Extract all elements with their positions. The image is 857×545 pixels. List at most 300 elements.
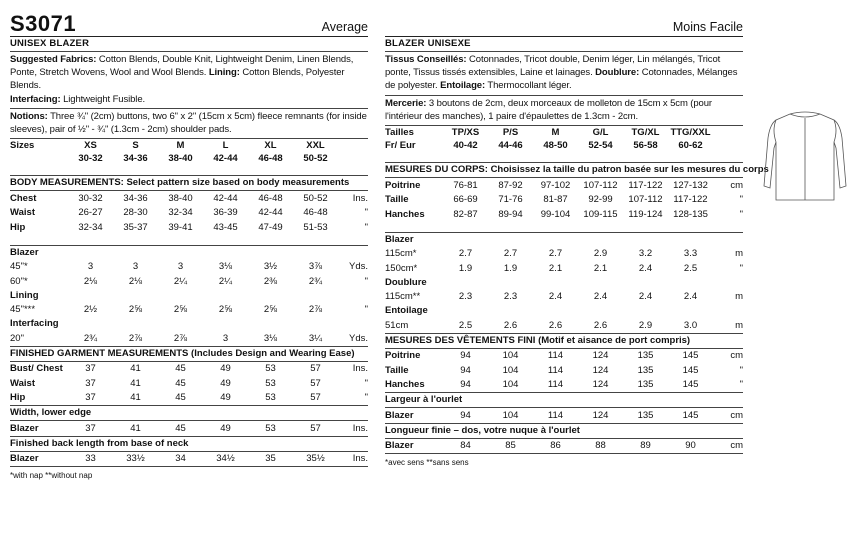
size-cell: TTG/XXL <box>670 127 711 139</box>
table-cell: 2¼ <box>218 275 233 287</box>
unit-cell: m <box>735 291 743 303</box>
table-cell: 2.5 <box>683 262 698 274</box>
table-cell: 89-94 <box>498 208 523 220</box>
sizes-label-eur: Fr/ Eur <box>385 140 416 152</box>
finished-title-en: FINISHED GARMENT MEASUREMENTS (Includes Design and Wearing Ease) <box>10 347 368 362</box>
row-label: Blazer <box>385 409 414 421</box>
row-label: 150cm* <box>385 262 418 274</box>
table-cell: 135 <box>637 350 654 362</box>
table-cell: 51-53 <box>303 221 328 233</box>
size-cell: S <box>132 140 139 152</box>
size-range-cell: 40-42 <box>453 140 478 152</box>
row-label: Hip <box>10 221 26 233</box>
interfacing-text: Lightweight Fusible. <box>63 93 146 105</box>
english-column <box>10 10 368 480</box>
size-cell: XXL <box>306 140 325 152</box>
notions-text: 3 boutons de 2cm, deux morceaux de molleton de 15cm x 5cm (pour l'intérieur des manches), 1 paire d'épaulettes de 1.3cm - 2cm. <box>385 97 712 122</box>
table-cell: 2.7 <box>503 248 518 260</box>
unit-cell: Yds. <box>348 332 368 344</box>
table-cell: 107-112 <box>583 179 618 191</box>
table-cell: 46-48 <box>258 192 283 204</box>
table-row <box>10 260 368 275</box>
unit-cell: " <box>364 304 368 316</box>
table-cell: 42-44 <box>213 192 238 204</box>
table-cell: 2.7 <box>548 248 563 260</box>
table-cell: 94 <box>460 364 471 376</box>
notions-text: Three ¾" (2cm) buttons, two 6" x 2" (15cm x 5cm) fleece remnants (for inside sleeves), pair of ½" - ¾" (1.3cm - 2cm) shoulder pads. <box>10 110 367 136</box>
table-row <box>10 191 368 206</box>
table-cell: 76-81 <box>453 179 478 191</box>
table-cell: 99-104 <box>540 208 571 220</box>
garment-title-en: UNISEX BLAZER <box>10 37 368 52</box>
row-label: Waist <box>10 207 35 219</box>
table-cell: 124 <box>592 364 609 376</box>
fabrics-fr <box>385 52 743 96</box>
table-cell: 89 <box>640 440 651 452</box>
table-cell: 33½ <box>126 453 145 465</box>
table-cell: 94 <box>460 409 471 421</box>
length-head-en: Finished back length from base of neck <box>10 437 368 452</box>
table-row <box>385 247 743 262</box>
table-cell: 45 <box>175 363 186 375</box>
table-cell: 53 <box>265 392 276 404</box>
table-cell: 3 <box>222 332 229 344</box>
table-cell: 2⅛ <box>128 275 143 287</box>
finished-rows-en <box>10 362 368 407</box>
table-cell: 49 <box>220 422 231 434</box>
body-measurements-title-en: BODY MEASUREMENTS: Select pattern size based on body measurements <box>10 175 368 191</box>
unit-cell: cm <box>730 409 743 421</box>
table-cell: 49 <box>220 363 231 375</box>
table-cell: 85 <box>505 440 516 452</box>
table-row <box>385 378 743 393</box>
header-en <box>10 10 368 37</box>
table-row <box>10 391 368 406</box>
fabrics-en <box>10 52 368 109</box>
table-row <box>10 303 368 318</box>
table-cell: 2⅝ <box>173 304 188 316</box>
table-cell: 37 <box>85 377 96 389</box>
fabrics-label: Suggested Fabrics: <box>10 54 97 65</box>
interfacing-text: Thermocollant léger. <box>487 80 572 92</box>
size-cell: G/L <box>592 127 609 139</box>
body-rows-fr <box>385 178 743 222</box>
table-cell: 3.0 <box>683 319 698 331</box>
table-row <box>10 376 368 391</box>
body-rows-en <box>10 191 368 235</box>
table-cell: 66-69 <box>453 194 478 206</box>
table-cell: 3 <box>177 261 184 273</box>
blazer-rows-fr <box>385 247 743 276</box>
table-cell: 49 <box>220 377 231 389</box>
finished-title-fr: MESURES DES VÊTEMENTS FINI (Motif et aisance de port compris) <box>385 334 743 349</box>
unit-cell: " <box>364 275 368 287</box>
table-cell: 50-52 <box>303 192 328 204</box>
table-cell: 57 <box>310 422 321 434</box>
table-cell: 41 <box>130 422 141 434</box>
table-cell: 2.1 <box>593 262 608 274</box>
table-cell: 2⅝ <box>263 304 278 316</box>
lining-rows-en <box>10 303 368 318</box>
size-cell: TP/XS <box>451 127 480 139</box>
blazer-sketch-icon <box>760 108 850 208</box>
table-cell: 37 <box>85 392 96 404</box>
size-cell: M <box>176 140 185 152</box>
notions-fr <box>385 96 743 126</box>
unit-cell: Yds. <box>348 261 368 273</box>
lining-yardage-head-fr: Doublure <box>385 276 427 288</box>
table-cell: 119-124 <box>628 208 663 220</box>
table-cell: 2.6 <box>503 319 518 331</box>
unit-cell: Ins. <box>352 192 368 204</box>
lining-text: Cotton Blends, Polyester Blends. <box>10 67 345 92</box>
row-label: Blazer <box>10 453 39 465</box>
table-cell: 2⅞ <box>128 332 143 344</box>
unit-cell: " <box>364 392 368 404</box>
table-cell: 2.3 <box>503 291 518 303</box>
table-row <box>10 274 368 289</box>
blazer-rows-en <box>10 260 368 289</box>
header-fr <box>385 10 743 37</box>
table-cell: 45 <box>175 392 186 404</box>
table-row <box>385 261 743 276</box>
finished-rows-fr <box>385 349 743 394</box>
length-rows-en <box>10 452 368 468</box>
row-label: Waist <box>10 377 35 389</box>
table-row <box>10 331 368 346</box>
table-cell: 53 <box>265 422 276 434</box>
row-label: Taille <box>385 364 409 376</box>
table-cell: 145 <box>682 379 699 391</box>
table-cell: 86 <box>550 440 561 452</box>
table-cell: 114 <box>547 409 564 421</box>
table-cell: 81-87 <box>543 194 568 206</box>
table-cell: 47-49 <box>258 221 283 233</box>
table-cell: 2.4 <box>593 291 608 303</box>
table-cell: 104 <box>502 350 519 362</box>
unit-cell: " <box>364 207 368 219</box>
row-label: Poitrine <box>385 179 421 191</box>
lining-yardage-head-en: Lining <box>10 289 39 301</box>
table-cell: 128-135 <box>673 208 708 220</box>
table-cell: 53 <box>265 363 276 375</box>
size-range-cell: 34-36 <box>123 153 148 165</box>
unit-cell: " <box>364 221 368 233</box>
table-cell: 35 <box>265 453 276 465</box>
lining-label: Doublure: <box>595 67 640 79</box>
table-cell: 2.9 <box>638 319 653 331</box>
row-label: 20" <box>10 332 24 344</box>
table-cell: 42-44 <box>258 207 283 219</box>
table-cell: 36-39 <box>213 207 238 219</box>
size-cell: XL <box>264 140 277 152</box>
size-cell: XS <box>84 140 97 152</box>
table-cell: 2¾ <box>308 275 323 287</box>
unit-cell: " <box>739 379 743 391</box>
blazer-yardage-head-fr: Blazer <box>385 232 743 247</box>
table-cell: 82-87 <box>453 208 478 220</box>
row-label: 115cm** <box>385 291 421 303</box>
table-cell: 32-34 <box>78 221 103 233</box>
table-cell: 2.3 <box>458 291 473 303</box>
table-row <box>385 363 743 378</box>
table-cell: 114 <box>547 350 564 362</box>
row-label: 45"* <box>10 261 28 273</box>
table-cell: 2⅝ <box>128 304 143 316</box>
row-label: 45"*** <box>10 304 36 316</box>
notions-label: Mercerie: <box>385 97 427 109</box>
table-cell: 2.7 <box>458 248 473 260</box>
width-rows-fr <box>385 408 743 424</box>
table-row <box>385 178 743 193</box>
table-cell: 3¼ <box>308 332 323 344</box>
table-cell: 37 <box>85 363 96 375</box>
table-cell: 43-45 <box>213 221 238 233</box>
unit-cell: " <box>739 364 743 376</box>
table-cell: 2.6 <box>548 319 563 331</box>
row-label: Hanches <box>385 208 425 220</box>
row-label: Hanches <box>385 379 425 391</box>
table-cell: 124 <box>592 350 609 362</box>
french-column <box>385 10 769 468</box>
table-cell: 2.4 <box>683 291 698 303</box>
table-row <box>385 349 743 364</box>
unit-cell: Ins. <box>352 453 368 465</box>
size-cell: L <box>222 140 229 152</box>
table-cell: 109-115 <box>583 208 618 220</box>
sizes-row-fr <box>385 126 743 139</box>
row-label: 115cm* <box>385 248 417 260</box>
table-cell: 135 <box>637 379 654 391</box>
table-cell: 114 <box>547 379 564 391</box>
interfacing-label: Entoilage: <box>440 80 486 92</box>
difficulty-fr: Moins Facile <box>672 20 743 34</box>
unit-cell: " <box>739 262 743 274</box>
table-cell: 104 <box>502 409 519 421</box>
width-head-en: Width, lower edge <box>10 406 368 421</box>
table-cell: 57 <box>310 377 321 389</box>
table-row <box>385 439 743 454</box>
lining-text: Cotonnades, Mélanges de polyester. <box>385 67 738 92</box>
interfacing-rows-en <box>10 331 368 347</box>
size-range-cell: 38-40 <box>168 153 193 165</box>
table-cell: 104 <box>502 379 519 391</box>
table-cell: 2.4 <box>638 291 653 303</box>
table-cell: 71-76 <box>498 194 523 206</box>
interfacing-rows-fr <box>385 318 743 334</box>
table-cell: 124 <box>592 379 609 391</box>
footnote-fr: *avec sens **sans sens <box>385 458 469 468</box>
table-cell: 49 <box>220 392 231 404</box>
row-label: Hip <box>10 392 26 404</box>
table-cell: 46-48 <box>303 207 328 219</box>
table-cell: 34½ <box>216 453 235 465</box>
width-rows-en <box>10 421 368 437</box>
table-cell: 87-92 <box>498 179 523 191</box>
table-cell: 39-41 <box>168 221 193 233</box>
table-cell: 30-32 <box>78 192 103 204</box>
row-label: Chest <box>10 192 37 204</box>
row-label: Taille <box>385 194 409 206</box>
sizes-label: Tailles <box>385 127 414 139</box>
table-cell: 2⅞ <box>308 304 323 316</box>
table-row <box>10 206 368 221</box>
fabrics-text: Cotton Blends, Double Knit, Lightweight Denim, Linen Blends, Ponte, Stretch Wovens, Wool and Wool Blends. <box>10 54 354 79</box>
table-cell: 35-37 <box>123 221 148 233</box>
length-head-fr: Longueur finie – dos, votre nuque à l'ourlet <box>385 424 743 439</box>
table-row <box>10 220 368 235</box>
table-cell: 2.4 <box>638 262 653 274</box>
table-cell: 32-34 <box>168 207 193 219</box>
size-cell: M <box>551 127 560 139</box>
lining-label: Lining: <box>208 67 240 79</box>
unit-cell: " <box>739 194 743 206</box>
table-row <box>385 290 743 305</box>
table-row <box>385 193 743 208</box>
unit-cell: cm <box>730 440 743 452</box>
table-cell: 3⅛ <box>263 332 278 344</box>
unit-cell: " <box>739 208 743 220</box>
table-cell: 104 <box>502 364 519 376</box>
size-range-cell: 60-62 <box>678 140 703 152</box>
table-cell: 2¾ <box>83 332 98 344</box>
table-cell: 2⅝ <box>218 304 233 316</box>
table-cell: 92-99 <box>588 194 613 206</box>
table-cell: 2.1 <box>548 262 563 274</box>
table-cell: 117-122 <box>673 194 708 206</box>
table-cell: 3⅞ <box>308 261 323 273</box>
table-cell: 37 <box>85 422 96 434</box>
table-cell: 45 <box>175 422 186 434</box>
table-cell: 2.9 <box>593 248 608 260</box>
table-cell: 53 <box>265 377 276 389</box>
table-cell: 94 <box>460 379 471 391</box>
table-cell: 26-27 <box>78 207 103 219</box>
table-cell: 34-36 <box>123 192 148 204</box>
table-cell: 33 <box>85 453 96 465</box>
unit-cell: Ins. <box>352 422 368 434</box>
table-cell: 135 <box>637 409 654 421</box>
interfacing-yardage-head-fr: Entoilage <box>385 305 428 317</box>
size-ranges-row-fr <box>385 139 743 152</box>
fabrics-label: Tissus Conseillés: <box>385 54 467 65</box>
table-cell: 3 <box>132 261 139 273</box>
size-range-cell: 50-52 <box>303 153 328 165</box>
table-cell: 94 <box>460 350 471 362</box>
table-cell: 2.4 <box>548 291 563 303</box>
size-ranges-row-en <box>10 152 368 165</box>
table-cell: 2.5 <box>458 319 473 331</box>
table-cell: 127-132 <box>673 179 708 191</box>
table-cell: 3⅛ <box>218 261 233 273</box>
row-label: 51cm <box>385 319 409 331</box>
table-cell: 124 <box>592 409 609 421</box>
sizes-row-en <box>10 139 368 152</box>
table-cell: 2¼ <box>173 275 188 287</box>
table-cell: 2⅞ <box>173 332 188 344</box>
pattern-code: S3071 <box>10 11 77 36</box>
table-cell: 145 <box>682 350 699 362</box>
unit-cell: cm <box>730 350 743 362</box>
table-cell: 3.2 <box>638 248 653 260</box>
table-cell: 145 <box>682 364 699 376</box>
size-range-cell: 30-32 <box>78 153 103 165</box>
row-label: Blazer <box>10 422 39 434</box>
body-measurements-title-fr: MESURES DU CORPS: Choisissez la taille du patron basée sur les mesures du corps <box>385 162 743 178</box>
notions-en <box>10 109 368 139</box>
table-row <box>385 318 743 333</box>
row-label: Poitrine <box>385 350 421 362</box>
row-label: 60"* <box>10 275 28 287</box>
table-cell: 1.9 <box>458 262 473 274</box>
fabrics-text: Cotonnades, Tricot double, Denim léger, Lin mélangés, Tricot ponte, Tissus tissés extensibles, Laine et lainages. <box>385 54 721 79</box>
blazer-yardage-head-en: Blazer <box>10 245 368 260</box>
unit-cell: m <box>735 319 743 331</box>
table-cell: 90 <box>685 440 696 452</box>
interfacing-label: Interfacing: <box>10 93 61 105</box>
table-cell: 41 <box>130 363 141 375</box>
table-cell: 135 <box>637 364 654 376</box>
table-cell: 35½ <box>306 453 325 465</box>
table-cell: 2½ <box>83 304 98 316</box>
footnote-en: *with nap **without nap <box>10 471 93 481</box>
table-cell: 97-102 <box>540 179 571 191</box>
table-cell: 2⅛ <box>83 275 98 287</box>
table-row <box>385 408 743 423</box>
notions-label: Notions: <box>10 110 48 122</box>
table-cell: 41 <box>130 377 141 389</box>
interfacing-yardage-head-en: Interfacing <box>10 318 59 330</box>
table-cell: 38-40 <box>168 192 193 204</box>
size-range-cell: 56-58 <box>633 140 658 152</box>
table-cell: 28-30 <box>123 207 148 219</box>
width-head-fr: Largeur à l'ourlet <box>385 393 743 408</box>
table-cell: 2⅜ <box>263 275 278 287</box>
table-cell: 3 <box>87 261 94 273</box>
sizes-label: Sizes <box>10 140 35 152</box>
row-label: Bust/ Chest <box>10 363 63 375</box>
table-cell: 41 <box>130 392 141 404</box>
table-cell: 1.9 <box>503 262 518 274</box>
table-cell: 3.3 <box>683 248 698 260</box>
table-cell: 34 <box>175 453 186 465</box>
table-row <box>10 452 368 467</box>
table-cell: 45 <box>175 377 186 389</box>
table-row <box>385 207 743 222</box>
table-cell: 84 <box>460 440 471 452</box>
lining-rows-fr <box>385 290 743 305</box>
table-cell: 107-112 <box>628 194 663 206</box>
table-cell: 117-122 <box>628 179 663 191</box>
unit-cell: m <box>735 248 743 260</box>
table-cell: 2.6 <box>593 319 608 331</box>
table-cell: 88 <box>595 440 606 452</box>
row-label: Blazer <box>385 440 414 452</box>
table-cell: 57 <box>310 392 321 404</box>
unit-cell: cm <box>730 179 743 191</box>
size-range-cell: 46-48 <box>258 153 283 165</box>
table-row <box>10 362 368 377</box>
table-cell: 114 <box>547 364 564 376</box>
unit-cell: Ins. <box>352 363 368 375</box>
size-cell: TG/XL <box>631 127 660 139</box>
unit-cell: " <box>364 377 368 389</box>
table-cell: 3½ <box>263 261 278 273</box>
difficulty-en: Average <box>321 20 368 34</box>
table-cell: 57 <box>310 363 321 375</box>
size-cell: P/S <box>502 127 519 139</box>
size-range-cell: 42-44 <box>213 153 238 165</box>
